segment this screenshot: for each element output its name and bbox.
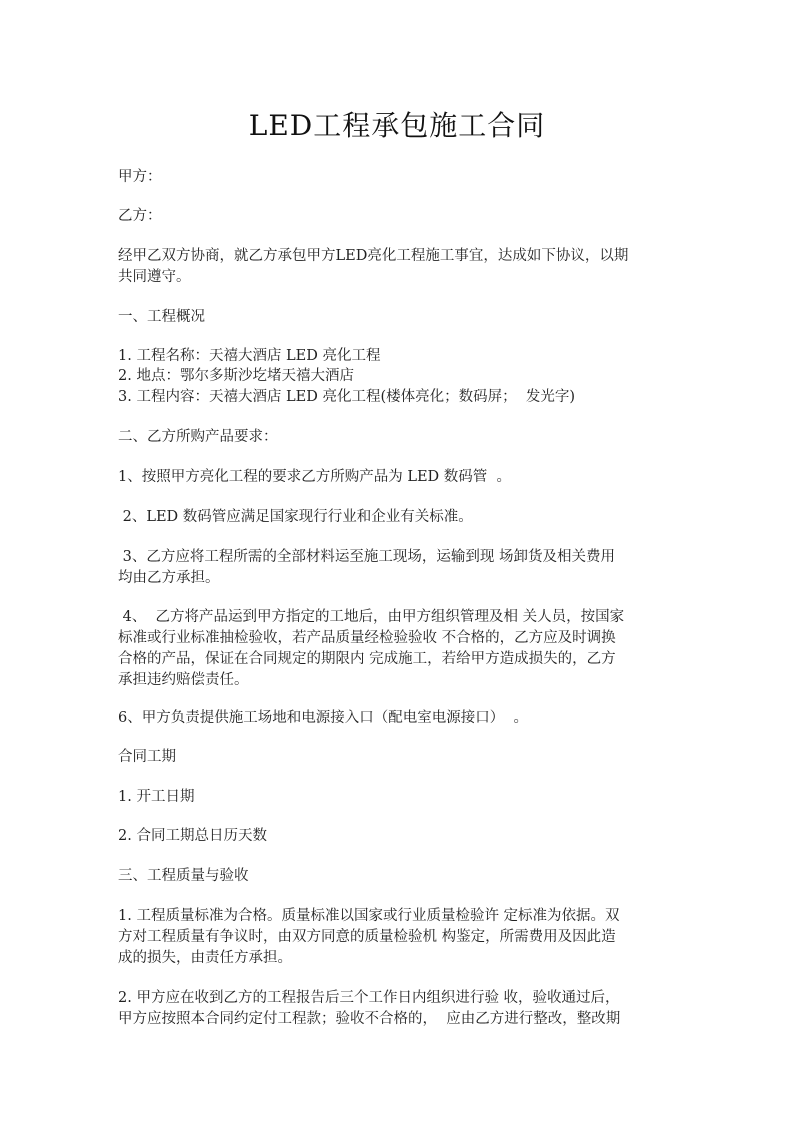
section2-item-4-line-2: 标准或行业标准抽检验收，若产品质量经检验验收 不合格的，乙方应及时调换 xyxy=(118,630,616,646)
section1-heading: 一、工程概况 xyxy=(118,309,205,325)
party-b-label: 乙方： xyxy=(118,208,162,224)
section3-item-1-line-2: 方对工程质量有争议时，由双方同意的质量检验机 构鉴定，所需费用及因此造 xyxy=(118,929,616,945)
section2-item-3-line-2: 均由乙方承担。 xyxy=(118,570,220,586)
contract-period-heading: 合同工期 xyxy=(118,749,176,765)
section2-item-4-line-4: 承担违约赔偿责任。 xyxy=(118,672,249,688)
intro-line-1: 经甲乙双方协商，就乙方承包甲方LED亮化工程施工事宜，达成如下协议，以期 xyxy=(118,248,629,264)
section3-item-2-line-1: 2. 甲方应在收到乙方的工程报告后三个工作日内组织进行验 收，验收通过后， xyxy=(118,990,620,1006)
section2-item-6: 6、甲方负责提供施工场地和电源接入口（配电室电源接口） 。 xyxy=(118,710,528,726)
section2-heading: 二、乙方所购产品要求： xyxy=(118,429,278,445)
section3-item-1-line-1: 1. 工程质量标准为合格。质量标准以国家或行业质量检验许 定标准为依据。双 xyxy=(118,908,620,924)
contract-period-item-2: 2. 合同工期总日历天数 xyxy=(118,828,267,844)
section2-item-4-line-3: 合格的产品，保证在合同规定的期限内 完成施工，若给甲方造成损失的，乙方 xyxy=(118,651,616,667)
section3-heading: 三、工程质量与验收 xyxy=(118,868,249,884)
section2-item-2: 2、LED 数码管应满足国家现行行业和企业有关标准。 xyxy=(118,509,473,525)
section2-item-4-line-1: 4、 乙方将产品运到甲方指定的工地后，由甲方组织管理及相 关人员，按国家 xyxy=(118,609,625,625)
document-title: LED工程承包施工合同 xyxy=(248,109,546,142)
section1-item-3: 3. 工程内容：天禧大酒店 LED 亮化工程(楼体亮化；数码屏； 发光字) xyxy=(118,389,576,405)
section1-item-2: 2. 地点：鄂尔多斯沙圪堵天禧大酒店 xyxy=(118,368,354,384)
section2-item-1: 1、按照甲方亮化工程的要求乙方所购产品为 LED 数码管 。 xyxy=(118,469,511,485)
intro-line-2: 共同遵守。 xyxy=(118,269,191,285)
section2-item-3-line-1: 3、乙方应将工程所需的全部材料运至施工现场，运输到现 场卸货及相关费用 xyxy=(118,549,615,565)
party-a-label: 甲方： xyxy=(118,169,162,185)
section3-item-2-line-2: 甲方应按照本合同约定付工程款；验收不合格的， 应由乙方进行整改，整改期 xyxy=(118,1011,621,1027)
contract-period-item-1: 1. 开工日期 xyxy=(118,789,195,805)
section1-item-1: 1. 工程名称：天禧大酒店 LED 亮化工程 xyxy=(118,348,381,364)
section3-item-1-line-3: 成的损失，由责任方承担。 xyxy=(118,950,292,966)
